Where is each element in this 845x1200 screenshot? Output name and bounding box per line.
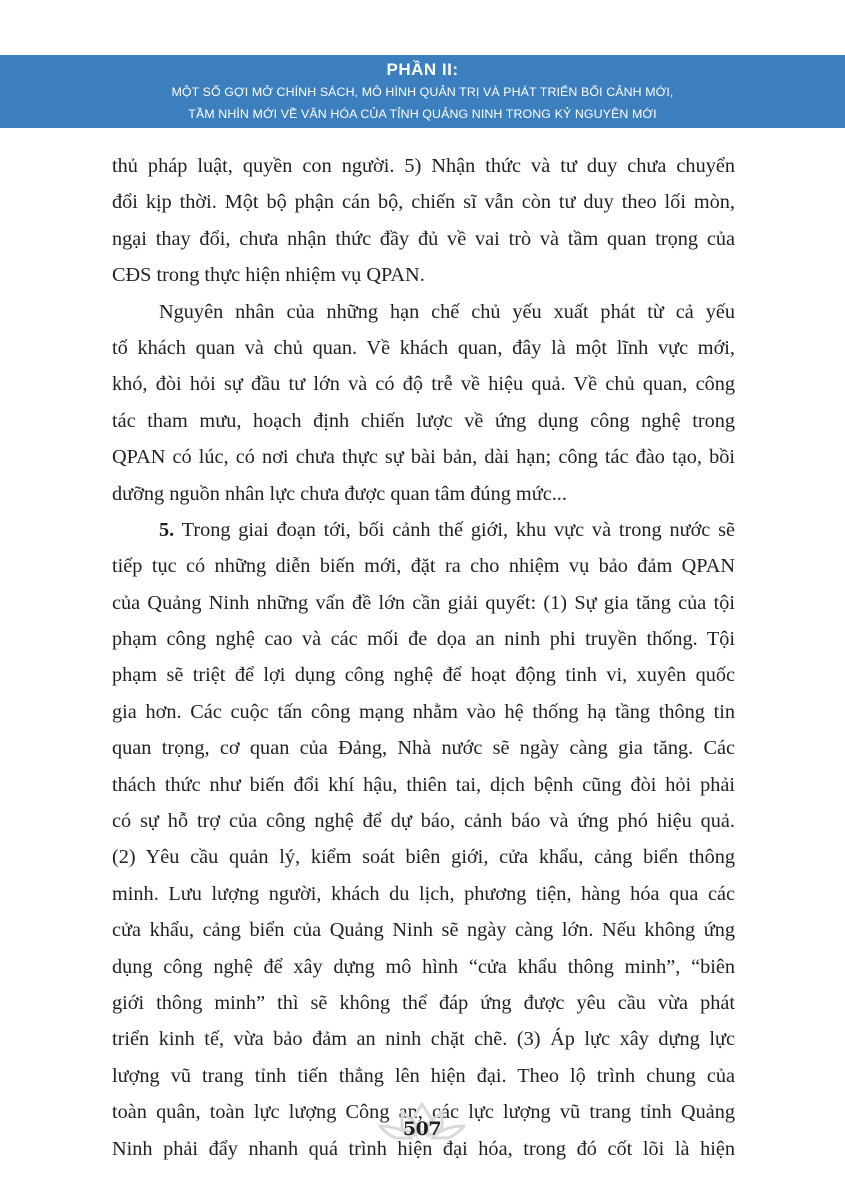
text-line: tố khách quan và chủ quan. Về khách quan, đây là một lĩnh vực mới, bbox=[112, 336, 735, 359]
text-line: dưỡng nguồn nhân lực chưa được quan tâm đúng mức... bbox=[112, 482, 567, 505]
text-line: CĐS trong thực hiện nhiệm vụ QPAN. bbox=[112, 264, 425, 287]
text-line: phạm công nghệ cao và các mối đe dọa an ninh phi truyền thống. Tội bbox=[112, 628, 735, 651]
part-subtitle-line-2: TẦM NHÌN MỚI VỀ VĂN HÓA CỦA TỈNH QUẢNG NINH TRONG KỶ NGUYÊN MỚI bbox=[188, 107, 657, 121]
paragraph-start-line: Nguyên nhân của những hạn chế chủ yếu xuất phát từ cả yếu bbox=[159, 300, 735, 323]
section-number: 5. bbox=[159, 518, 175, 541]
text-line: thách thức như biến đổi khí hậu, thiên tai, dịch bệnh cũng đòi hỏi phải bbox=[112, 773, 735, 796]
paragraph-start-line bbox=[112, 512, 735, 548]
text-line: minh. Lưu lượng người, khách du lịch, phương tiện, hàng hóa qua các bbox=[112, 882, 735, 905]
text-line: Ninh phải đẩy nhanh quá trình hiện đại hóa, trong đó cốt lõi là hiện bbox=[112, 1137, 735, 1160]
text-line: thủ pháp luật, quyền con người. 5) Nhận thức và tư duy chưa chuyển bbox=[112, 155, 735, 177]
text-line: lượng vũ trang tỉnh tiến thẳng lên hiện đại. Theo lộ trình chung của bbox=[112, 1064, 735, 1087]
part-subtitle-line-1: MỘT SỐ GỢI MỞ CHÍNH SÁCH, MÔ HÌNH QUẢN TRỊ VÀ PHÁT TRIỂN BỐI CẢNH MỚI, bbox=[171, 85, 674, 99]
text-line: ngại thay đổi, chưa nhận thức đầy đủ về vai trò và tầm quan trọng của bbox=[112, 227, 735, 250]
text-line: toàn quân, toàn lực lượng Công an, các lực lượng vũ trang tỉnh Quảng bbox=[112, 1101, 735, 1124]
text-line: gia hơn. Các cuộc tấn công mạng nhằm vào hệ thống hạ tầng thông tin bbox=[112, 700, 735, 723]
text-line: QPAN có lúc, có nơi chưa thực sự bài bản, dài hạn; công tác đào tạo, bồi bbox=[112, 446, 735, 469]
text-line: đổi kịp thời. Một bộ phận cán bộ, chiến sĩ vẫn còn tư duy theo lối mòn, bbox=[112, 191, 735, 214]
text-line: khó, đòi hỏi sự đầu tư lớn và có độ trễ về hiệu quả. Về chủ quan, công bbox=[112, 373, 735, 396]
text-line: phạm sẽ triệt để lợi dụng công nghệ để hoạt động tinh vi, xuyên quốc bbox=[112, 664, 735, 687]
text-line: triển kinh tế, vừa bảo đảm an ninh chặt chẽ. (3) Áp lực xây dựng lực bbox=[112, 1028, 735, 1051]
page-footer bbox=[372, 1100, 472, 1150]
part-title: PHẦN II: bbox=[386, 60, 459, 79]
section-header-band bbox=[0, 55, 845, 128]
text-line: quan trọng, cơ quan của Đảng, Nhà nước sẽ ngày càng gia tăng. Các bbox=[112, 737, 735, 760]
text-line-content: Trong giai đoạn tới, bối cảnh thế giới, khu vực và trong nước sẽ bbox=[181, 518, 735, 541]
text-line: có sự hỗ trợ của công nghệ để dự báo, cảnh báo và ứng phó hiệu quả. bbox=[112, 810, 735, 833]
text-line: cửa khẩu, cảng biển của Quảng Ninh sẽ ngày càng lớn. Nếu không ứng bbox=[112, 919, 735, 942]
text-line: tác tham mưu, hoạch định chiến lược về ứng dụng công nghệ trong bbox=[112, 409, 735, 432]
text-line: giới thông minh” thì sẽ không thể đáp ứng được yêu cầu vừa phát bbox=[112, 991, 735, 1014]
text-line: tiếp tục có những diễn biến mới, đặt ra cho nhiệm vụ bảo đảm QPAN bbox=[112, 555, 735, 578]
body-text bbox=[112, 148, 735, 1167]
text-line: (2) Yêu cầu quản lý, kiểm soát biên giới, cửa khẩu, cảng biển thông bbox=[112, 846, 735, 869]
text-line: dụng công nghệ để xây dựng mô hình “cửa khẩu thông minh”, “biên bbox=[112, 955, 735, 978]
text-line: của Quảng Ninh những vấn đề lớn cần giải quyết: (1) Sự gia tăng của tội bbox=[112, 591, 735, 614]
page-number: 507 bbox=[402, 1118, 442, 1140]
